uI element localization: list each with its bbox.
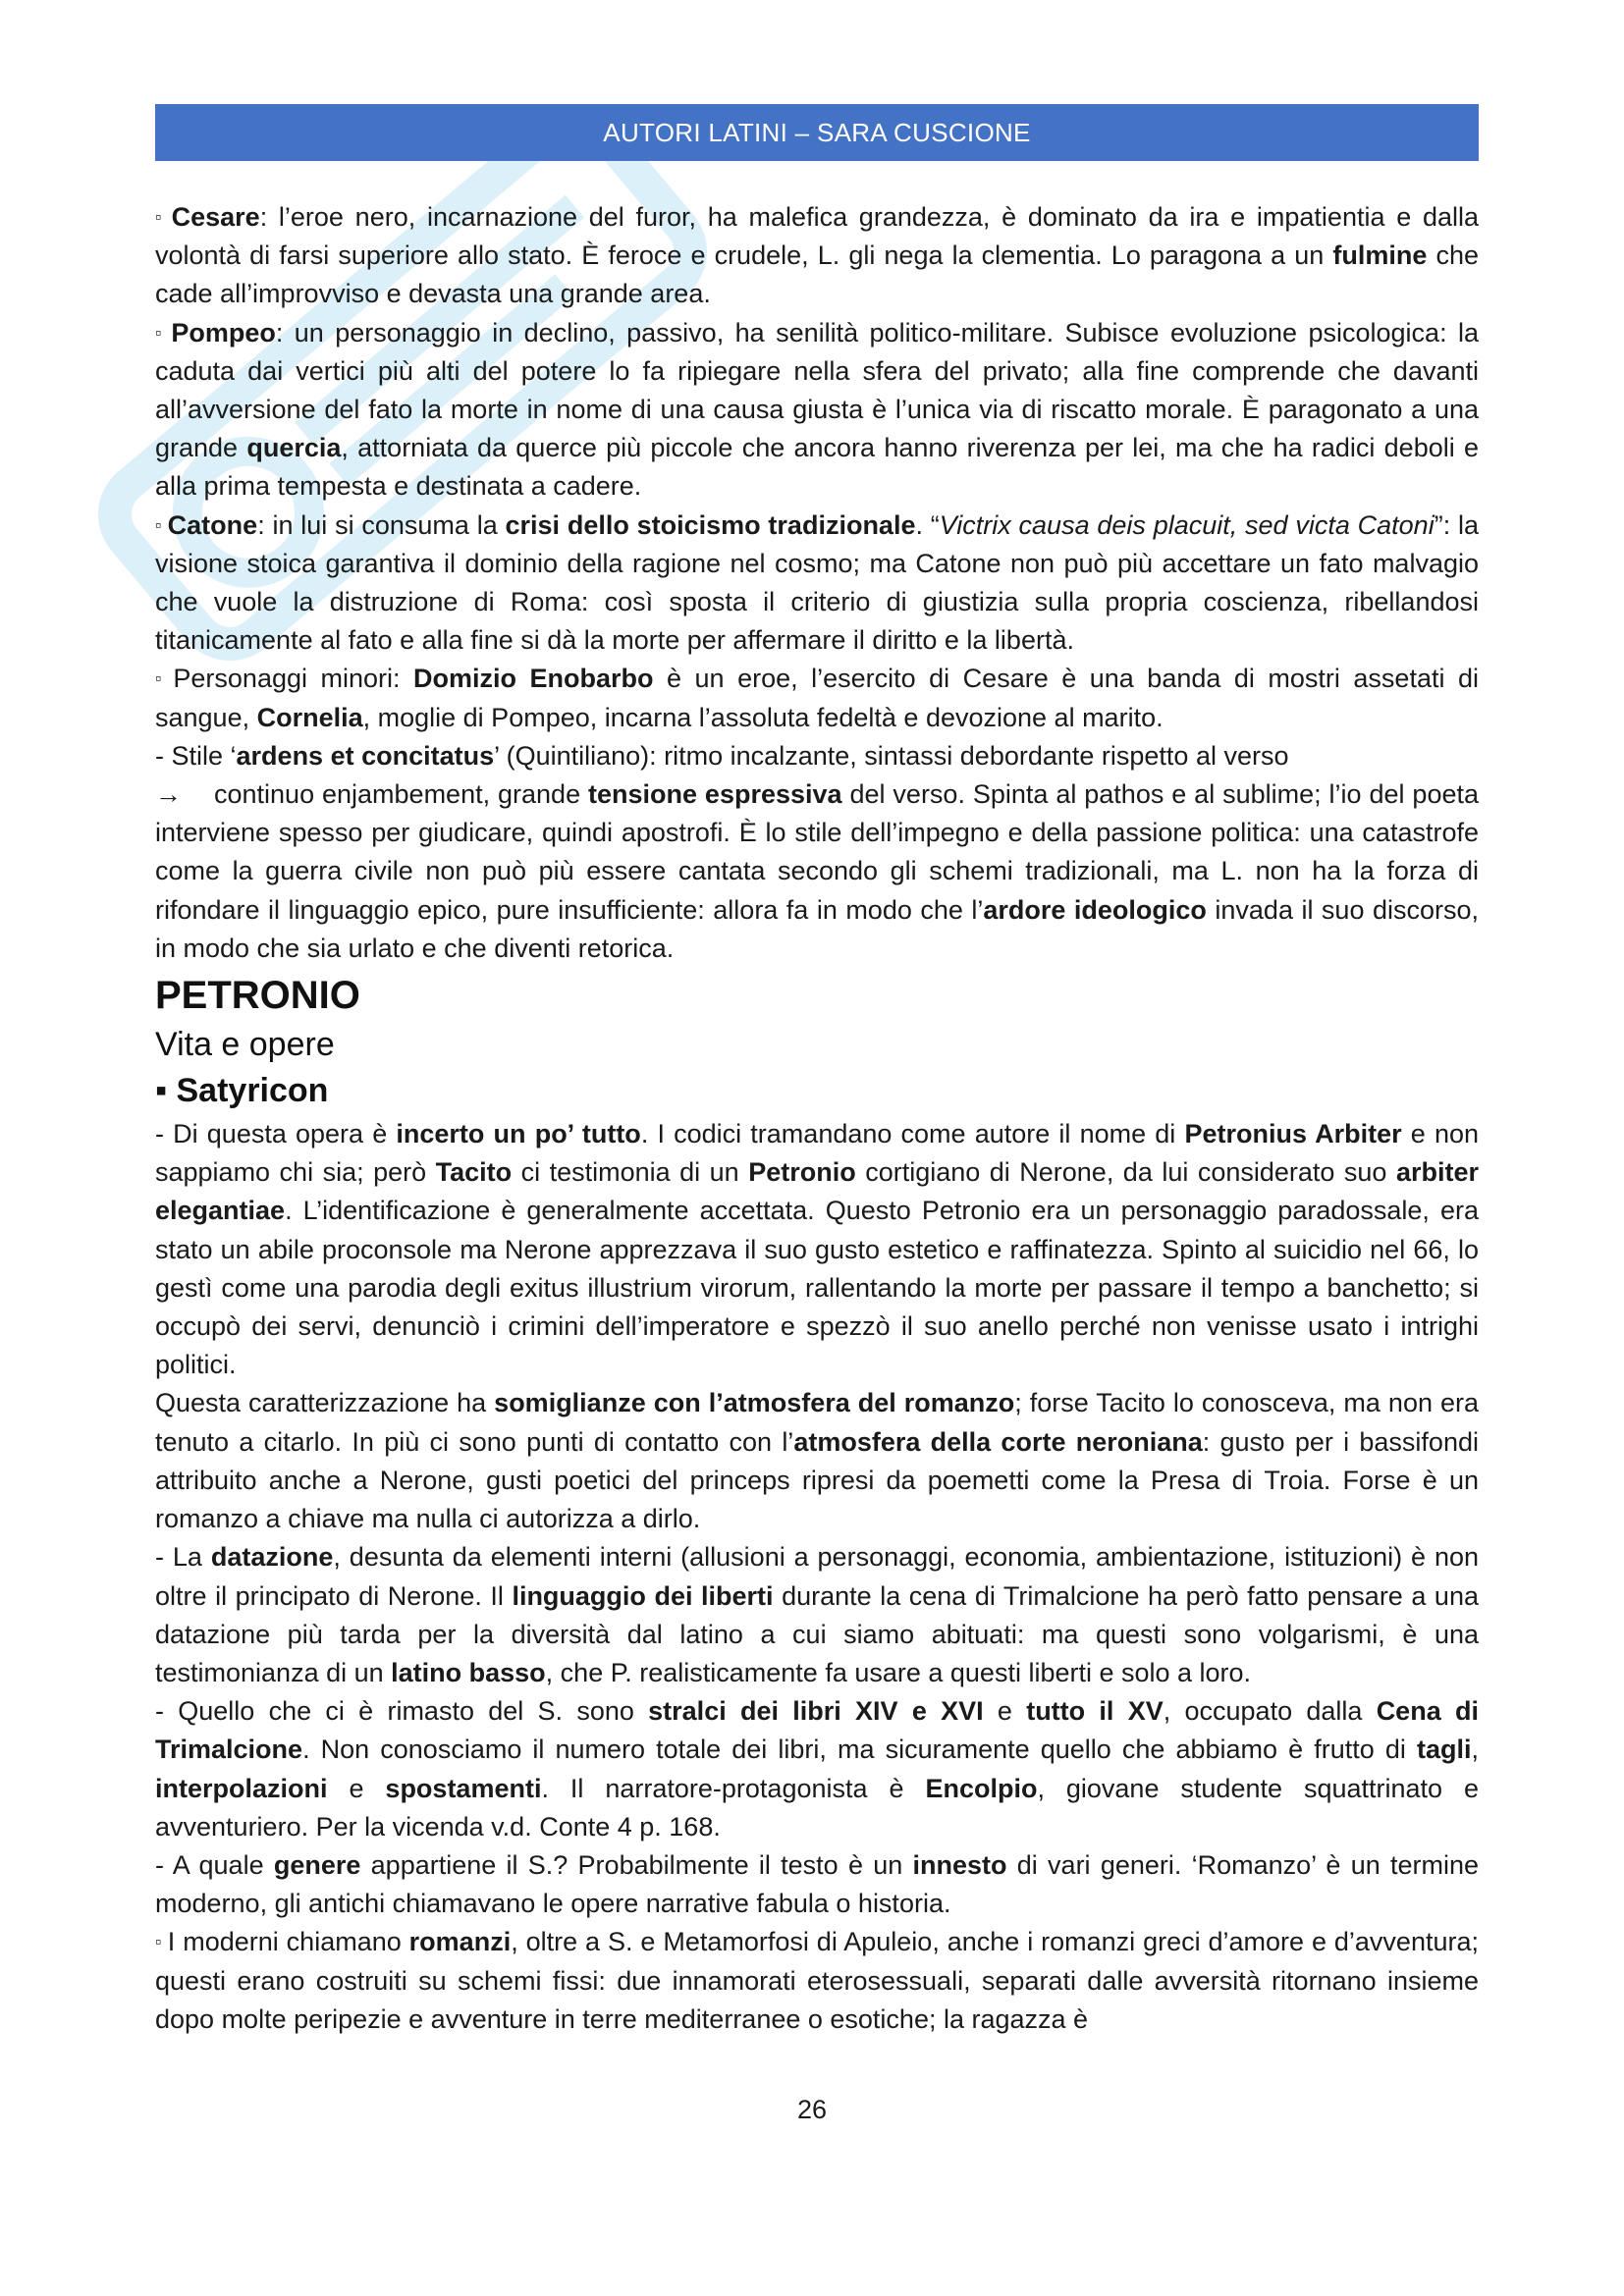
subsection-title: Vita e opere	[155, 1026, 335, 1064]
page-header	[155, 104, 1479, 161]
paragraph-genere: - A quale genere appartiene il S.? Probabilmente il testo è un innesto di vari generi. ‘Romanzo’ è un termine moderno, gli antichi chiamavano le opere narrative fabula o historia.	[155, 1849, 1480, 1919]
paragraph-datazione: - La datazione, desunta da elementi interni (allusioni a personaggi, economia, ambientazione, istituzioni) è non oltre il principato di Nerone. Il linguaggio dei liberti durante la cena di Trimalcione ha però fatto pensare a una datazione più tarda per la diversità dal latino a cui siamo abituati: ma questi sono volgarismi, è una testimonianza di un latino basso, che P. realisticamente fa usare a questi liberti e solo a loro.	[155, 1542, 1479, 1687]
paragraph-stile: - Stile ‘ardens et concitatus’ (Quintiliano): ritmo incalzante, sintassi debordante rispetto al verso → continuo enjambement, grande tensione espressiva del verso. Spinta al pathos e al sublime; l’io del poeta interviene spesso per giudicare, quindi apostrofi. È lo stile dell’impegno e della passione politica: una catastrofe come la guerra civile non può più essere cantata secondo gli schemi tradizionali, ma L. non ha la forza di rifondare il linguaggio epico, pure insufficiente: allora fa in modo che l’ardore ideologico invada il suo discorso, in modo che sia urlato e che diventi retorica.	[155, 740, 1479, 963]
arrow-right-icon: →	[155, 779, 182, 810]
paragraph-pompeo: ▫ Pompeo: un personaggio in declino, passivo, ha senilità politico-militare. Subisce evoluzione psicologica: la caduta dai vertici più alti del potere lo fa ripiegare nella sfera del privato; alla fine comprende che davanti all’avversione del fato la morte in nome di una causa giusta è l’unica via di riscatto morale. È paragonato a una grande quercia, attorniata da querce più piccole che ancora hanno riverenza per lei, ma che ha radici deboli e alla prima tempesta e destinata a cadere.	[155, 317, 1480, 502]
paragraph-cesare: ▫ Cesare: l’eroe nero, incarnazione del furor, ha malefica grandezza, è dominato da ira e impatientia e dalla volontà di farsi superiore allo stato. È feroce e crudele, L. gli nega la clementia. Lo paragona a un fulmine che cade all’improvviso e devasta una grande area.	[155, 202, 1479, 309]
paragraph-caratterizzazione: Questa caratterizzazione ha somiglianze con l’atmosfera del romanzo; forse Tacito lo conosceva, ma non era tenuto a citarlo. In più ci sono punti di contatto con l’atmosfera della corte neroniana: gusto per i bassifondi attribuito anche a Nerone, gusti poetici del princeps ripresi da poemetti come la Presa di Troia. Forse è un romanzo a chiave ma nulla ci autorizza a dirlo.	[155, 1388, 1479, 1534]
page-number: 26	[796, 2095, 828, 2124]
bullet-icon: ▫	[155, 322, 166, 343]
paragraph-personaggi-minori: ▫ Personaggi minori: Domizio Enobarbo è un eroe, l’esercito di Cesare è una banda di mostri assetati di sangue, Cornelia, moglie di Pompeo, incarna l’assoluta fedeltà e devozione al marito.	[155, 664, 1479, 732]
paragraph-catone: ▫ Catone: in lui si consuma la crisi dello stoicismo tradizionale. “Victrix causa deis placuit, sed victa Catoni”: la visione stoica garantiva il dominio della ragione nel cosmo; ma Catone non può più accettare un fato malvagio che vuole la distruzione di Roma: così sposta il criterio di giustizia sulla propria coscienza, ribellandosi titanicamente al fato e alla fine si dà la morte per affermare il diritto e la libertà.	[155, 509, 1479, 656]
section-title: PETRONIO	[155, 974, 360, 1018]
bullet-icon: ▫	[155, 1932, 162, 1952]
header-title: AUTORI LATINI – SARA CUSCIONE	[603, 117, 1031, 147]
bullet-icon: ▫	[155, 668, 168, 689]
document-body	[155, 198, 1479, 2039]
paragraph-romanzi: ▫ I moderni chiamano romanzi, oltre a S. e Metamorfosi di Apuleio, anche i romanzi greci d’amore e d’avventura; questi erano costruiti su schemi fissi: due innamorati eterosessuali, separati dalle avversità ritornano insieme dopo molte peripezie e avventure in terre mediterranee o esotiche; la ragazza è	[155, 1927, 1479, 2034]
work-title: ▪ Satyricon	[155, 1072, 329, 1110]
paragraph-autore: - Di questa opera è incerto un po’ tutto. I codici tramandano come autore il nome di Petronius Arbiter e non sappiamo chi sia; però Tacito ci testimonia di un Petronio cortigiano di Nerone, da lui considerato suo arbiter elegantiae. L’identificazione è generalmente accettata. Questo Petronio era un personaggio paradossale, era stato un abile proconsole ma Nerone apprezzava il suo gusto estetico e raffinatezza. Spinto al suicidio nel 66, lo gestì come una parodia degli exitus illustrium virorum, rallentando la morte per passare il tempo a banchetto; si occupò dei servi, denunciò i crimini dell’imperatore e spezzò il suo anello perché non venisse usato i intrighi politici.	[155, 1119, 1479, 1380]
bullet-icon: ▫	[155, 207, 166, 227]
bullet-icon: ▫	[155, 514, 162, 535]
paragraph-struttura: - Quello che ci è rimasto del S. sono stralci dei libri XIV e XVI e tutto il XV, occupato dalla Cena di Trimalcione. Non conosciamo il numero totale dei libri, ma sicuramente quello che abbiamo è frutto di tagli, interpolazioni e spostamenti. Il narratore-protagonista è Encolpio, giovane studente squattrinato e avventuriero. Per la vicenda v.d. Conte 4 p. 168.	[155, 1696, 1479, 1842]
